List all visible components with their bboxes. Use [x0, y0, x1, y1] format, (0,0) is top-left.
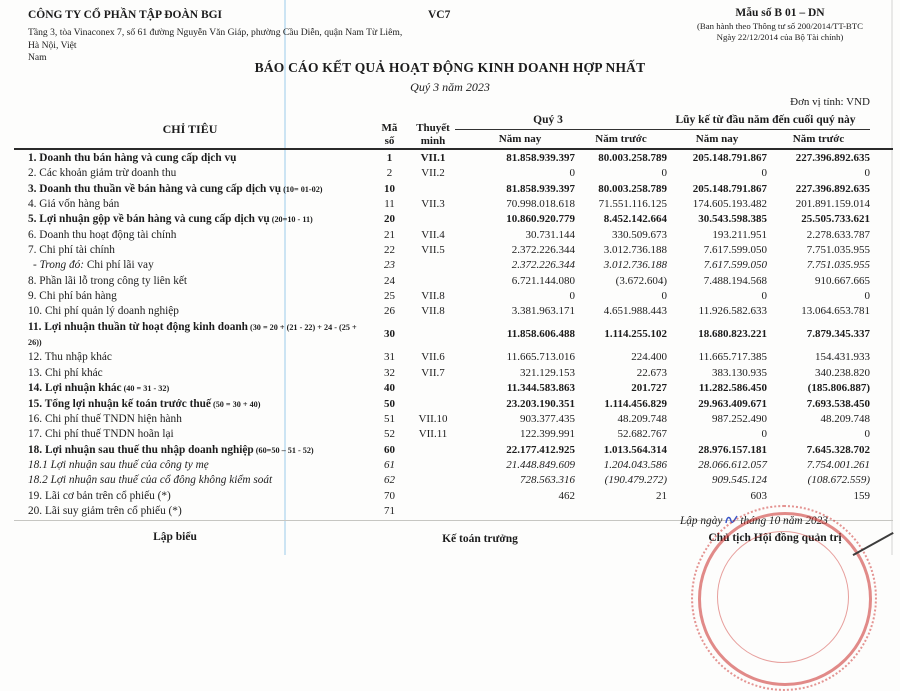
row-label: 4. Giá vốn hàng bán — [28, 198, 120, 211]
value-q3-current: 2.372.226.344 — [511, 259, 575, 272]
row-code: 24 — [384, 274, 395, 287]
report-title: BÁO CÁO KẾT QUẢ HOẠT ĐỘNG KINH DOANH HỢP NHẤT — [254, 60, 646, 75]
signature-chief-accountant: Kế toán trưởng — [442, 533, 518, 545]
value-q3-current: 11.344.583.863 — [506, 382, 575, 395]
value-q3-prior: 52.682.767 — [617, 428, 667, 441]
value-q3-prior: 22.673 — [636, 366, 667, 379]
table-row — [14, 228, 893, 243]
value-q3-current: 122.399.991 — [520, 428, 575, 441]
value-q3-current: 321.129.153 — [520, 366, 575, 379]
subheader-ytd-prior: Năm trước — [792, 133, 845, 145]
value-q3-prior: 330.509.673 — [612, 228, 667, 241]
value-ytd-current: 7.488.194.568 — [703, 274, 767, 287]
value-ytd-current: 7.617.599.050 — [703, 244, 767, 257]
value-ytd-prior: 340.238.820 — [815, 366, 870, 379]
table-row — [14, 458, 893, 473]
value-ytd-current: 909.545.124 — [712, 474, 767, 487]
value-q3-current: 0 — [569, 167, 575, 180]
form-note-line-2: Ngày 22/12/2014 của Bộ Tài chính) — [716, 32, 844, 42]
row-label: 10. Chi phí quản lý doanh nghiệp — [28, 305, 179, 318]
value-ytd-prior: 7.693.538.450 — [806, 397, 870, 410]
header-ma-so: Mã số — [381, 122, 398, 147]
table-row — [14, 274, 893, 289]
table-row — [14, 412, 893, 427]
row-code: 52 — [384, 428, 395, 441]
row-code: 30 — [384, 328, 395, 341]
row-label: 12. Thu nhập khác — [28, 351, 112, 364]
table-row — [14, 443, 893, 458]
value-ytd-current: 7.617.599.050 — [703, 259, 767, 272]
value-q3-current: 22.177.412.925 — [506, 443, 575, 456]
row-code: 11 — [384, 198, 395, 211]
row-label: 15. Tổng lợi nhuận kế toán trước thuế (50 = 30 + 40) — [28, 397, 261, 410]
value-q3-prior: 71.551.116.125 — [598, 198, 667, 211]
row-code: 1 — [386, 152, 393, 164]
value-ytd-current: 0 — [761, 290, 767, 303]
header-group-ytd — [667, 110, 870, 148]
value-ytd-current: 0 — [761, 167, 767, 180]
subheader-q3-current: Năm nay — [498, 133, 542, 145]
row-label: 18.1 Lợi nhuận sau thuế của công ty mẹ — [28, 458, 209, 471]
table-row — [14, 489, 893, 504]
row-label: - Trong đó: Chi phí lãi vay — [33, 259, 154, 272]
row-label: 19. Lãi cơ bản trên cổ phiếu (*) — [28, 489, 171, 502]
row-label: 1. Doanh thu bán hàng và cung cấp dịch vụ — [28, 152, 237, 164]
table-row — [14, 212, 893, 227]
value-ytd-current: 11.665.717.385 — [698, 351, 767, 364]
value-ytd-prior: 0 — [864, 428, 870, 441]
value-q3-prior: 201.727 — [631, 382, 667, 395]
row-code: 50 — [384, 397, 395, 410]
value-ytd-prior: 227.396.892.635 — [795, 152, 870, 164]
value-q3-current: 3.381.963.171 — [511, 305, 575, 318]
value-ytd-current: 205.148.791.867 — [692, 152, 767, 164]
table-row — [14, 151, 893, 166]
value-q3-current: 81.858.939.397 — [506, 152, 575, 164]
row-label: 16. Chi phí thuế TNDN hiện hành — [28, 412, 182, 425]
form-number: Mẫu số B 01 – DN — [735, 7, 825, 19]
row-code: 26 — [384, 305, 395, 318]
value-ytd-prior: 154.431.933 — [815, 351, 870, 364]
value-ytd-current: 174.605.193.482 — [692, 198, 767, 211]
row-note-ref: VII.8 — [421, 290, 445, 303]
row-label: 8. Phần lãi lỗ trong công ty liên kết — [28, 274, 188, 287]
row-label: 13. Chi phí khác — [28, 366, 103, 379]
value-ytd-current: 28.976.157.181 — [698, 443, 767, 456]
value-q3-prior: (190.479.272) — [604, 474, 667, 487]
value-q3-current: 0 — [569, 290, 575, 303]
address-line-1: Tầng 3, tòa Vinaconex 7, số 61 đường Nguyễn Văn Giáp, phường Cầu Diễn, quận Nam Từ Liêm, Hà Nội, Việt — [28, 27, 403, 51]
value-q3-prior: 0 — [661, 167, 667, 180]
value-ytd-prior: 910.667.665 — [815, 274, 870, 287]
value-ytd-prior: (185.806.887) — [807, 382, 870, 395]
value-q3-current: 10.860.920.779 — [506, 213, 575, 226]
value-q3-prior: 3.012.736.188 — [603, 244, 667, 257]
table-row — [14, 166, 893, 181]
group-quarter-title: Quý 3 — [455, 112, 667, 130]
row-label: 9. Chi phí bán hàng — [28, 290, 117, 303]
value-q3-current: 81.858.939.397 — [506, 182, 575, 195]
row-label: 20. Lãi suy giảm trên cổ phiếu (*) — [28, 504, 182, 517]
header-thuyet-minh: Thuyết minh — [416, 122, 450, 147]
row-code: 20 — [384, 213, 395, 226]
row-note-ref: VII.7 — [421, 366, 445, 379]
row-label: 7. Chi phí tài chính — [28, 244, 115, 257]
table-row — [14, 320, 893, 351]
value-ytd-prior: 227.396.892.635 — [795, 182, 870, 195]
signature-chairman: Chủ tịch Hội đồng quản trị — [708, 532, 842, 544]
table-body — [14, 150, 893, 521]
value-q3-current: 30.731.144 — [525, 228, 575, 241]
row-label: 18. Lợi nhuận sau thuế thu nhập doanh nghiệp (60=50 – 51 - 52) — [28, 443, 314, 456]
value-q3-current: 21.448.849.609 — [506, 458, 575, 471]
value-ytd-prior: 2.278.633.787 — [806, 228, 870, 241]
subheader-q3-prior: Năm trước — [595, 133, 647, 145]
row-code: 40 — [384, 382, 395, 395]
row-code: 25 — [384, 290, 395, 303]
value-ytd-current: 0 — [761, 428, 767, 441]
value-ytd-current: 11.926.582.633 — [698, 305, 767, 318]
row-note-ref: VII.6 — [421, 351, 445, 364]
value-ytd-current: 11.282.586.450 — [698, 382, 767, 395]
value-ytd-prior: 0 — [864, 290, 870, 303]
value-ytd-prior: 13.064.653.781 — [801, 305, 870, 318]
row-code: 23 — [384, 259, 395, 272]
row-note-ref: VII.2 — [421, 167, 445, 180]
value-ytd-current: 30.543.598.385 — [698, 213, 767, 226]
form-note-line-1: (Ban hành theo Thông tư số 200/2014/TT-BTC — [696, 21, 864, 31]
value-ytd-current: 18.680.823.221 — [698, 328, 767, 341]
table-row — [14, 350, 893, 365]
table-row — [14, 366, 893, 381]
value-q3-prior: (3.672.604) — [615, 274, 667, 287]
row-label: 3. Doanh thu thuần về bán hàng và cung cấp dịch vụ (10= 01-02) — [28, 182, 323, 195]
currency-unit: Đơn vị tính: VND — [790, 96, 870, 108]
value-q3-prior: 1.013.564.314 — [603, 443, 667, 456]
table-row — [14, 381, 893, 396]
value-ytd-prior: 25.505.733.621 — [801, 213, 870, 226]
row-label: 5. Lợi nhuận gộp về bán hàng và cung cấp dịch vụ (20=10 - 11) — [28, 213, 313, 226]
table-row — [14, 397, 893, 412]
row-note-ref: VII.10 — [418, 412, 448, 425]
value-q3-prior: 80.003.258.789 — [598, 152, 667, 164]
header-chi-tieu: CHỈ TIÊU — [162, 121, 218, 136]
value-q3-prior: 80.003.258.789 — [598, 182, 667, 195]
row-label: 2. Các khoản giảm trừ doanh thu — [28, 167, 177, 180]
row-code: 32 — [384, 366, 395, 379]
value-q3-prior: 3.012.736.188 — [603, 259, 667, 272]
company-stamp-inner-ring — [717, 531, 849, 663]
row-label: 11. Lợi nhuận thuần từ hoạt động kinh doanh (30 = 20 + (21 - 22) + 24 - (25 + 26)) — [28, 320, 357, 348]
table-header — [14, 110, 893, 150]
value-q3-current: 728.563.316 — [520, 474, 575, 487]
handwritten-day-ink — [723, 513, 739, 526]
row-label: 17. Chi phí thuế TNDN hoãn lại — [28, 428, 174, 441]
value-q3-prior: 48.209.748 — [617, 412, 667, 425]
row-note-ref: VII.4 — [421, 228, 445, 241]
row-code: 71 — [384, 504, 395, 517]
table-row — [14, 427, 893, 442]
value-q3-current: 6.721.144.080 — [511, 274, 575, 287]
value-q3-prior: 224.400 — [631, 351, 667, 364]
signing-date: Lập ngày tháng 10 năm 2023 — [680, 515, 828, 527]
value-q3-current: 2.372.226.344 — [511, 244, 575, 257]
row-code: 62 — [384, 474, 395, 487]
row-code: 21 — [384, 228, 395, 241]
table-row — [14, 304, 893, 319]
value-q3-current: 11.858.606.488 — [506, 328, 575, 341]
row-code: 10 — [384, 182, 395, 195]
row-code: 22 — [384, 244, 395, 257]
row-note-ref: VII.11 — [418, 428, 448, 441]
form-reference — [664, 7, 896, 43]
row-code: 70 — [384, 489, 395, 502]
row-code: 2 — [386, 167, 393, 180]
value-q3-prior: 8.452.142.664 — [603, 213, 667, 226]
row-code: 61 — [384, 458, 395, 471]
value-q3-current: 70.998.018.618 — [506, 198, 575, 211]
value-q3-prior: 1.114.255.102 — [604, 328, 667, 341]
ticker-code: VC7 — [428, 9, 451, 21]
value-q3-current: 11.665.713.016 — [506, 351, 575, 364]
value-ytd-prior: (108.672.559) — [807, 474, 870, 487]
row-code: 31 — [384, 351, 395, 364]
signature-preparer: Lập biểu — [153, 531, 197, 543]
row-note-ref: VII.8 — [421, 305, 445, 318]
value-ytd-prior: 7.751.035.955 — [806, 259, 870, 272]
value-q3-prior: 4.651.988.443 — [603, 305, 667, 318]
value-q3-prior: 1.204.043.586 — [603, 458, 667, 471]
row-label: 14. Lợi nhuận khác (40 = 31 - 32) — [28, 382, 170, 395]
value-q3-current: 462 — [558, 489, 575, 502]
row-label: 18.2 Lợi nhuận sau thuế của cổ đông không kiểm soát — [28, 474, 273, 487]
value-ytd-current: 383.130.935 — [712, 366, 767, 379]
value-q3-prior: 1.114.456.829 — [604, 397, 667, 410]
value-ytd-prior: 48.209.748 — [820, 412, 870, 425]
value-ytd-current: 205.148.791.867 — [692, 182, 767, 195]
row-note-ref: VII.5 — [421, 244, 445, 257]
value-ytd-prior: 201.891.159.014 — [795, 198, 870, 211]
value-ytd-current: 28.066.612.057 — [698, 458, 767, 471]
table-row — [14, 289, 893, 304]
value-q3-prior: 0 — [661, 290, 667, 303]
table-row — [14, 258, 893, 273]
company-address — [28, 27, 408, 65]
subheader-ytd-current: Năm nay — [695, 133, 739, 145]
value-ytd-prior: 7.879.345.337 — [806, 328, 870, 341]
table-row — [14, 473, 893, 488]
table-row — [14, 243, 893, 258]
row-note-ref: VII.1 — [420, 152, 446, 164]
value-q3-prior: 21 — [656, 489, 667, 502]
table-row — [14, 182, 893, 197]
value-ytd-prior: 7.645.328.702 — [806, 443, 870, 456]
value-ytd-prior: 7.751.035.955 — [806, 244, 870, 257]
value-ytd-current: 193.211.951 — [712, 228, 767, 241]
value-ytd-current: 603 — [750, 489, 767, 502]
report-period: Quý 3 năm 2023 — [410, 80, 490, 94]
row-code: 51 — [384, 412, 395, 425]
address-line-2: Nam — [28, 52, 47, 63]
row-note-ref: VII.3 — [421, 198, 445, 211]
row-label: 6. Doanh thu hoạt động tài chính — [28, 228, 177, 241]
value-ytd-prior: 159 — [853, 489, 870, 502]
value-ytd-prior: 7.754.001.261 — [806, 458, 870, 471]
income-statement-table — [14, 110, 893, 521]
value-ytd-current: 29.963.409.671 — [698, 397, 767, 410]
group-ytd-title: Lũy kế từ đầu năm đến cuối quý này — [655, 112, 870, 130]
value-ytd-current: 987.252.490 — [712, 412, 767, 425]
header-group-quarter — [465, 110, 667, 148]
table-row — [14, 197, 893, 212]
company-name: CÔNG TY CỔ PHẦN TẬP ĐOÀN BGI — [28, 9, 223, 21]
value-q3-current: 903.377.435 — [520, 412, 575, 425]
value-q3-current: 23.203.190.351 — [506, 397, 575, 410]
row-code: 60 — [384, 443, 395, 456]
value-ytd-prior: 0 — [864, 167, 870, 180]
